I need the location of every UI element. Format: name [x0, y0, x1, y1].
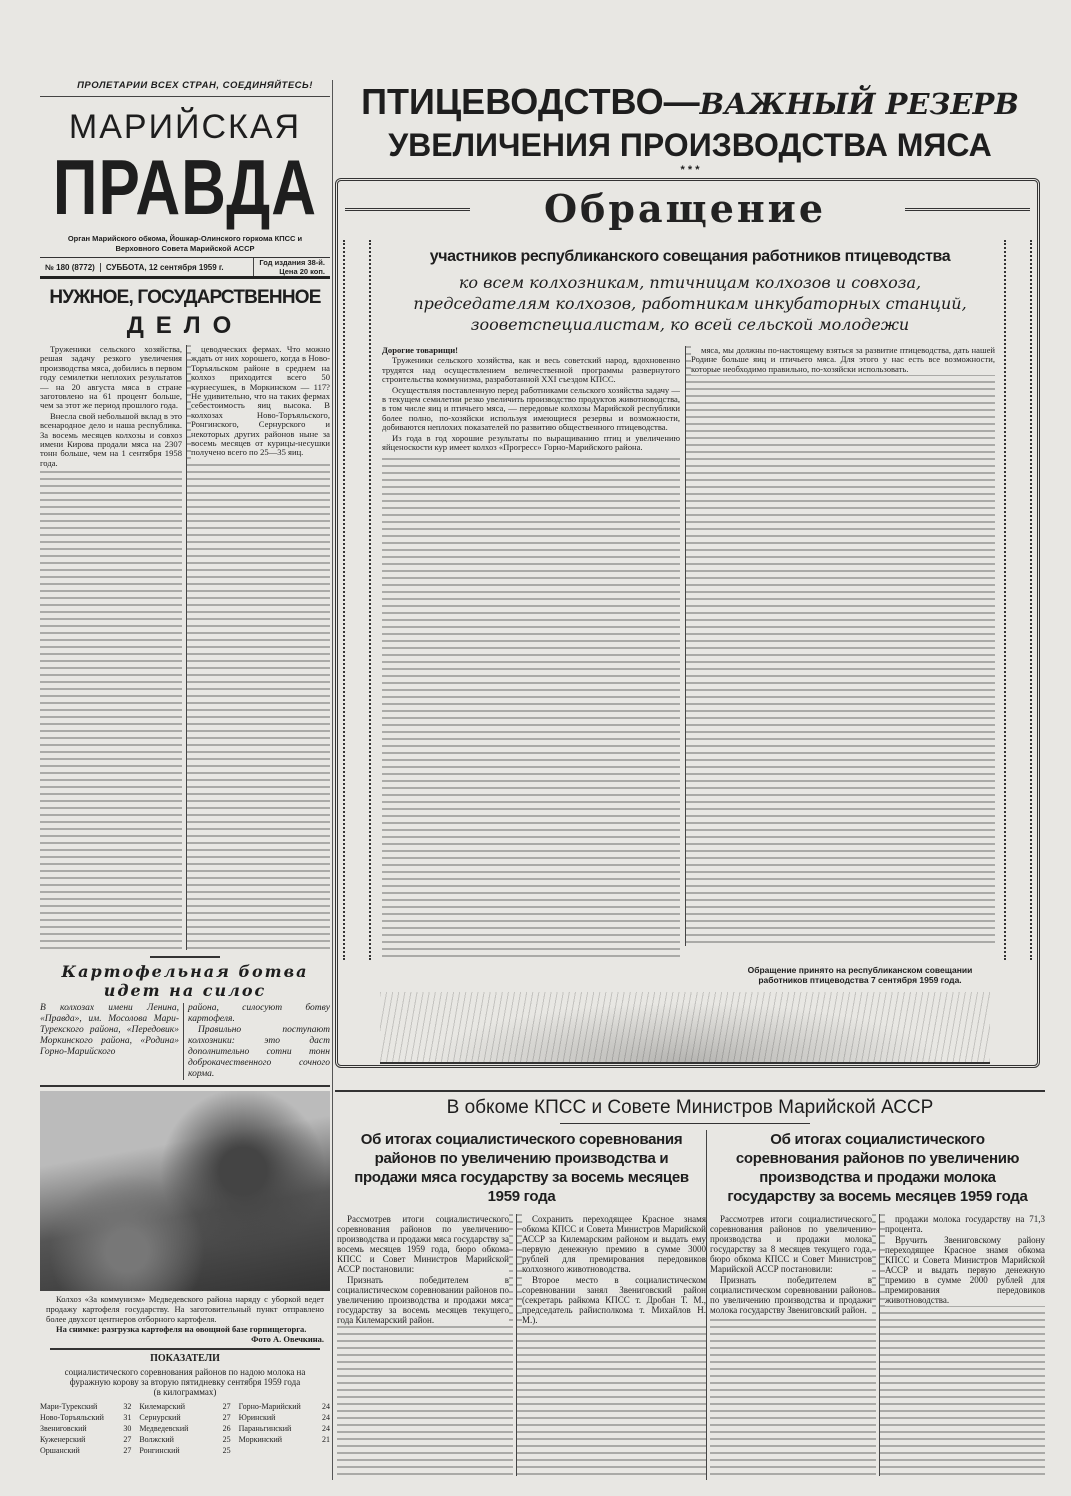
appeal-closing-note: Обращение принято на республиканском совещании работников птицеводства 7 сентября 1959 года. [747, 965, 973, 985]
paragraph: Труженики сельского хозяйства, решая задачу резкого увеличения производства мяса, добились в первом году семилетки неплохих результатов — на 20 августа мяса в стране заготовлено на 61 процент больше, чем за этот же период прошлого года. [40, 345, 182, 411]
indicator-row [239, 1401, 330, 1412]
indicator-row [40, 1412, 131, 1423]
paragraph: В колхозах имени Ленина, «Правда», им. Мосолова Мари-Турекского района, «Передовик» Моркинского района, «Родина» Горно-Марийского [40, 1003, 179, 1057]
paragraph: Правильно поступают колхозники: это даст дополнительно сотни тонн доброкачественного сочного корма. [188, 1025, 330, 1079]
paragraph: Сохранить переходящее Красное знамя обкома КПСС и Совета Министров Марийской АССР за Килемарским районом и выдать ему первую денежную премию в сумме 3000 рублей для премирования передовиков колхозного животноводства. [522, 1214, 706, 1274]
milk-yield-value: 24 [321, 1402, 330, 1411]
milk-yield-value: 21 [321, 1435, 330, 1444]
left-lower-column [40, 956, 330, 1456]
indicator-row [139, 1412, 230, 1423]
district-name: Оршанский [40, 1446, 80, 1455]
masthead-motto: ПРОЛЕТАРИИ ВСЕХ СТРАН, СОЕДИНЯЙТЕСЬ! [77, 80, 313, 91]
issue-info [253, 258, 330, 276]
issue-year: Год издания 38-й. [259, 258, 325, 267]
issue-bar [40, 257, 330, 279]
potato-title [40, 962, 330, 1000]
indicator-row [239, 1423, 330, 1434]
meat-resolution-column-2 [516, 1214, 706, 1476]
caption-text: Колхоз «За коммунизм» Медведевского района наряду с уборкой ведет продажу картофеля государству. На заготовительный пункт отправлено более двухсот центнеров отборного картофеля. [46, 1294, 324, 1324]
milk-yield-value: 31 [123, 1413, 132, 1422]
milk-yield-value: 32 [123, 1402, 132, 1411]
paragraph: Признать победителем в социалистическом соревновании районов по увеличению производства и продажи мяса государству за восемь месяцев текущего года Килемарский район. [337, 1275, 509, 1325]
milk-resolution [710, 1130, 1045, 1476]
paragraph: Признать победителем в социалистическом соревновании районов по увеличению производства и продажи молока государству Звениговский район. [710, 1275, 872, 1315]
milk-resolution-column-1 [710, 1214, 876, 1476]
district-name: Звениговский [40, 1424, 87, 1433]
indicators-header [40, 1354, 330, 1397]
potato-column-2 [183, 1003, 330, 1080]
paragraph: Рассмотрев итоги социалистического соревнования районов по увеличению производства и продажи молока государству за 8 месяцев текущего года, бюро обкома КПСС и Совет Министров Марийской АССР постановили: [710, 1214, 872, 1274]
photo-caption [40, 1291, 330, 1344]
appeal-column-2 [685, 346, 995, 946]
indicator-row [139, 1423, 230, 1434]
column-rule [706, 1130, 707, 1480]
indicator-row [139, 1401, 230, 1412]
indicator-row [239, 1434, 330, 1445]
indicators-subtitle: социалистического соревнования районов по надою молока на фуражную корову за вторую пятидневку сентября 1959 года [64, 1367, 306, 1387]
milk-yield-value: 24 [321, 1413, 330, 1422]
indicators-title: ПОКАЗАТЕЛИ [150, 1353, 220, 1364]
indicator-row [40, 1445, 131, 1456]
milk-yield-value: 30 [123, 1424, 132, 1433]
indicators-column [40, 1401, 131, 1456]
editorial-title: НУЖНОЕ, ГОСУДАРСТВЕННОЕ [49, 287, 321, 308]
milk-resolution-column-2 [879, 1214, 1045, 1476]
milk-yield-value: 25 [222, 1446, 231, 1455]
milk-yield-value: 25 [222, 1435, 231, 1444]
issue-date: СУББОТА, 12 сентября 1959 г. [100, 263, 254, 272]
potato-unloading-photo [40, 1091, 330, 1291]
paragraph: Рассмотрев итоги социалистического соревнования районов по увеличению производства и продажи мяса государству за восемь месяцев 1959 года, бюро обкома КПСС и Совет Министров Марийской АССР постановили: [337, 1214, 509, 1274]
district-name: Юринский [238, 1413, 276, 1422]
editorial-column-2 [186, 345, 330, 950]
indicator-row [239, 1412, 330, 1423]
appeal-addressees [380, 272, 1000, 335]
district-name: Сернурский [139, 1413, 181, 1422]
addressees-line: председателям колхозов, работникам инкубаторных станций, [413, 294, 967, 313]
indicators-table [40, 1401, 330, 1456]
district-name: Моркинский [238, 1435, 283, 1444]
indicator-row [139, 1445, 230, 1456]
paragraph: продажи молока государству на 71,3 процента. [885, 1214, 1045, 1234]
appeal-column-1 [382, 346, 680, 961]
divider [335, 1090, 1045, 1092]
paragraph: района, силосуют ботву картофеля. [188, 1003, 330, 1024]
meat-resolution-body [337, 1214, 706, 1476]
divider [150, 956, 220, 958]
paragraph: Второе место в социалистическом соревновании занял Звениговский район (секретарь райкома КПСС т. Дробан Т. М., председатель райисполкома т. Михайлов Н. М.). [522, 1275, 706, 1325]
stars-divider: * * * [680, 164, 700, 176]
potato-title-line: идет на силос [103, 981, 267, 1000]
potato-title-line: Картофельная ботва [61, 962, 309, 981]
district-name: Ронгинский [139, 1446, 180, 1455]
milk-yield-value: 26 [222, 1424, 231, 1433]
ornament-border-right [1004, 240, 1032, 960]
divider [560, 1123, 810, 1124]
potato-body [40, 1003, 330, 1080]
indicator-row [40, 1401, 131, 1412]
divider [50, 1348, 320, 1350]
appeal-title: Обращение [543, 186, 827, 231]
editorial-title-2: ДЕЛО [126, 312, 244, 339]
issue-price: Цена 20 коп. [279, 267, 325, 276]
district-name: Килемарский [139, 1402, 186, 1411]
meat-resolution-column-1 [337, 1214, 513, 1476]
paragraph: Осуществляя поставленную перед работниками сельского хозяйства задачу — в текущем семилетии резко увеличить производство продуктов животноводства, в том числе яиц и птичьего мяса, — передовые колхозы Марийской республики более полно, по-хозяйски используя имеющиеся резервы и возможности, добиваются неплохих показателей по развитию общественного птицеводства. [382, 384, 680, 433]
district-name: Горно-Марийский [238, 1402, 301, 1411]
milk-yield-value: 24 [321, 1424, 330, 1433]
addressees-line: зооветспециалистам, ко всей сельской молодежи [470, 315, 910, 334]
photo-credit: Фото А. Овечкина. [251, 1334, 324, 1344]
main-headline [335, 80, 1045, 177]
ornament-line [345, 208, 470, 211]
indicators-unit: (в килограммах) [153, 1387, 217, 1397]
section-title: В обкоме КПСС и Совете Министров Марийской АССР [446, 1097, 934, 1118]
indicator-row [40, 1434, 131, 1445]
milk-yield-value: 27 [123, 1446, 132, 1455]
paragraph: Из года в год хорошие результаты по выращиванию птиц и увеличению яйценоскости кур имеет колхоз «Прогресс» Горно-Марийского района. [382, 432, 680, 453]
milk-yield-value: 27 [222, 1413, 231, 1422]
milk-resolution-title: Об итогах социалистического соревнования районов по увеличению производства и продажи молока государству за восемь месяцев 1959 года [727, 1131, 1028, 1205]
caption-note: На снимке: разгрузка картофеля на овощной базе горпищеторга. [56, 1324, 307, 1334]
paragraph: Внесла свой небольшой вклад в это всенародное дело и наша республика. За восемь месяцев колхозы и совхоз имени Кирова продали мяса на 2307 тонн больше, чем на 1 сентября 1958 года. [40, 410, 182, 468]
paragraph: цеводческих фермах. Что можно ждать от них хорошего, когда в Ново-Торъяльском районе в среднем на колхоз приходится всего 50 курнесушек, в Моркинском — 117? Не удивительно, что на таких фермах себестоимость яиц высока. В колхозах Ново-Торъяльского, Ронгинского, Сернурского и некоторых других районов ныне за восемь месяцев от курицы-несушки получено всего по 25—35 яиц. [191, 345, 330, 458]
milk-resolution-body [710, 1214, 1045, 1476]
issue-number: № 180 (8772) [45, 262, 95, 272]
publisher-line: Орган Марийского обкома, Йошкар-Олинского горкома КПСС и Верховного Совета Марийской АССР [67, 234, 303, 253]
column-rule [332, 80, 333, 1480]
newspaper-title-line1: МАРИЙСКАЯ [68, 108, 302, 146]
ornament-border-left [343, 240, 371, 960]
district-name: Параньгинский [238, 1424, 292, 1433]
divider [40, 1085, 330, 1087]
indicator-row [139, 1434, 230, 1445]
headline-part: ВАЖНЫЙ РЕЗЕРВ [699, 87, 1019, 121]
appeal-subtitle: участников республиканского совещания работников птицеводства [429, 248, 951, 265]
main-headline-line1 [335, 80, 1045, 126]
main-headline-line2: УВЕЛИЧЕНИЯ ПРОИЗВОДСТВА МЯСА [388, 127, 992, 163]
district-name: Медведевский [139, 1424, 189, 1433]
district-name: Волжский [139, 1435, 174, 1444]
addressees-line: ко всем колхозникам, птичницам колхозов и совхоза, [458, 273, 922, 292]
editorial-column-1 [40, 345, 182, 950]
headline-part: ПТИЦЕВОДСТВО— [361, 81, 700, 122]
farm-illustration [380, 992, 990, 1064]
greeting: Дорогие товарищи! [382, 346, 680, 356]
paragraph: Вручить Звениговскому району переходящее Красное знамя обкома КПСС и Совета Министров Марийской АССР и выдать первую денежную премию в сумме 2000 рублей для премирования передовиков животноводства. [885, 1235, 1045, 1305]
divider [40, 96, 330, 97]
ornament-line [905, 208, 1030, 211]
meat-resolution [337, 1130, 706, 1476]
indicator-row [40, 1423, 131, 1434]
district-name: Мари-Турекский [40, 1402, 98, 1411]
milk-yield-value: 27 [123, 1435, 132, 1444]
district-name: Куженерский [40, 1435, 86, 1444]
paragraph: Труженики сельского хозяйства, как и весь советский народ, вдохновенно трудятся над осуществлением величественной программы развернутого строительства коммунизма, разработанной XXI съездом КПСС. [382, 355, 680, 385]
indicators-column [239, 1401, 330, 1456]
district-name: Ново-Торъяльский [40, 1413, 104, 1422]
paragraph: мяса, мы должны по-настоящему взяться за развитие птицеводства, дать нашей Родине больше яиц и птичьего мяса. Для этого у нас есть все возможности, которые необходимо правильно, по-хозяйски использовать. [691, 346, 995, 374]
meat-resolution-title: Об итогах социалистического соревнования районов по увеличению производства и продажи мяса государству за восемь месяцев 1959 года [354, 1131, 689, 1205]
indicators-column [139, 1401, 230, 1456]
milk-yield-value: 27 [222, 1402, 231, 1411]
newspaper-title-line2: ПРАВДА [52, 145, 318, 232]
